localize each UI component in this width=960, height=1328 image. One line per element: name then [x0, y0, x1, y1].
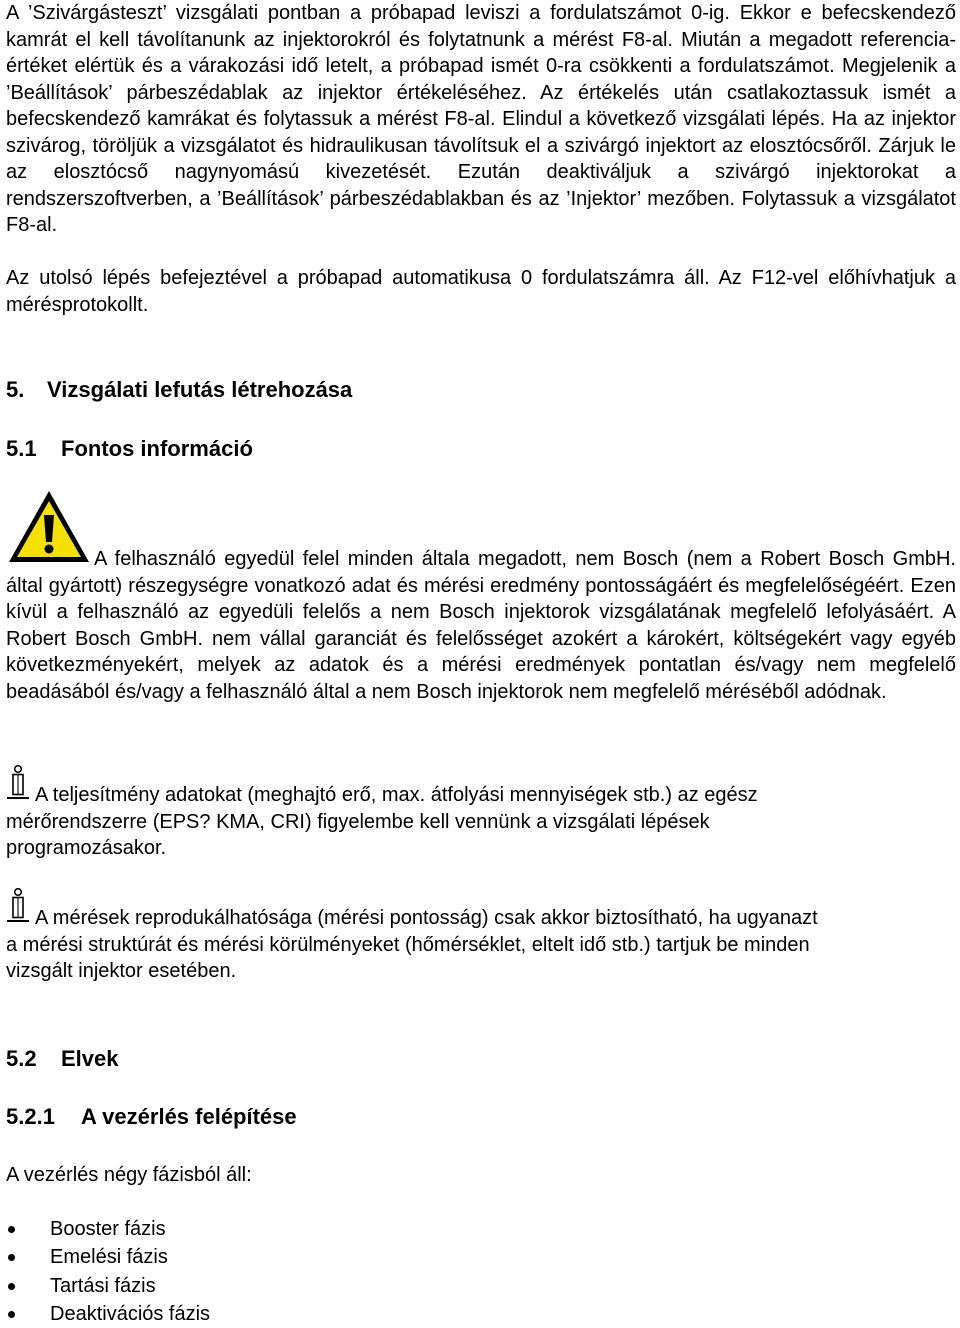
note-line: vizsgált injektor esetében. — [6, 960, 237, 982]
note-text — [6, 782, 956, 862]
list-item — [6, 1215, 210, 1243]
note-text — [6, 905, 956, 985]
phase-label: Deaktivációs fázis — [50, 1302, 211, 1325]
warning-text — [6, 546, 956, 705]
phase-label: Booster fázis — [50, 1218, 166, 1240]
section-5-heading — [6, 376, 352, 404]
section-title: Vizsgálati lefutás létrehozása — [47, 377, 353, 402]
bullet-icon — [8, 1254, 15, 1261]
phases-list — [6, 1215, 210, 1328]
note-line: A mérések reprodukálhatósága (mérési pontosság) csak akkor biztosítható, ha ugyanazt — [35, 907, 818, 929]
list-item — [6, 1300, 210, 1328]
section-5-1-heading — [6, 435, 253, 463]
section-5-2-heading — [6, 1045, 119, 1073]
bullet-icon — [8, 1226, 15, 1233]
paragraph-leak-test: A ’Szivárgásteszt’ vizsgálati pontban a próbapad leviszi a fordulatszámot 0-ig. Ekkor e befecskendező kamrát el kell távolítanunk az injektorokról és folytatnunk a mérést F8-al. Miután a megadott referencia-értéket elértük és a várakozási idő letelt, a próbapad ismét 0-ra csökkenti a fordulatszámot. Megjelenik a ’Beállítások’ párbeszédablak az injektor értékeléséhez. Az értékelés után csatlakoztassuk ismét a befecskendező kamrákat és folytassuk a mérést F8-al. Elindul a következő vizsgálati lépés. Ha az injektor szivárog, töröljük a vizsgálatot és hidraulikusan távolítsuk el a szivárgó injektort az elosztócsőről. Zárjuk le az elosztócső nagynyomású kivezetését. Ezután deaktiváljuk a szivárgó injektorokat a rendszerszoftverben, a ’Beállítások’ párbeszédablakban és az ’Injektor’ mezőben. Folytassuk a vizsgálatot F8-al. — [6, 2, 956, 236]
section-number: 5.2.1 — [6, 1104, 55, 1129]
phase-label: Tartási fázis — [50, 1274, 156, 1297]
section-title: Elvek — [61, 1046, 119, 1071]
note-line: mérőrendszerre (EPS? KMA, CRI) figyelembe kell vennünk a vizsgálati lépések — [6, 810, 710, 833]
section-number: 5.1 — [6, 436, 37, 461]
section-number: 5.2 — [6, 1046, 37, 1071]
section-5-2-1-heading — [6, 1103, 297, 1131]
bullet-icon — [8, 1311, 15, 1318]
list-item — [6, 1243, 210, 1271]
note-line: programozásakor. — [6, 837, 167, 859]
paragraph-protocol: Az utolsó lépés befejeztével a próbapad automatikusa 0 fordulatszámra áll. Az F12-vel előhívhatjuk a mérésprotokollt. — [6, 267, 956, 316]
section-title: Fontos információ — [61, 436, 253, 461]
section-title: A vezérlés felépítése — [81, 1104, 297, 1129]
phases-intro: A vezérlés négy fázisból áll: — [6, 1164, 252, 1186]
section-number: 5. — [6, 377, 25, 402]
bullet-icon — [8, 1283, 15, 1290]
note-line: A teljesítmény adatokat (meghajtó erő, max. átfolyási mennyiségek stb.) az egész — [35, 784, 758, 806]
phase-label: Emelési fázis — [50, 1246, 168, 1269]
note-line: a mérési struktúrát és mérési körülményeket (hőmérséklet, eltelt idő stb.) tartjuk be minden — [6, 933, 810, 956]
warning-text-content: A felhasználó egyedül felel minden általa megadott, nem Bosch (nem a Robert Bosch GmbH. által gyártott) részegységre vonatkozó adat és mérési eredmény pontosságáért és megfelelőségéért. Ezen kívül a felhasználó az egyedüli felelős a nem Bosch injektorok vizsgálatának megfelelő lefolyásáért. A Robert Bosch GmbH. nem vállal garanciát és felelősséget azokért a károkért, költségekért vagy egyéb következményekért, melyek az adatok és a mérési eredmények pontatlan és/vagy nem megfelelő beadásából és/vagy a felhasználó által a nem Bosch injektorok nem megfelelő méréséből adódnak. — [6, 548, 956, 703]
list-item — [6, 1272, 210, 1300]
